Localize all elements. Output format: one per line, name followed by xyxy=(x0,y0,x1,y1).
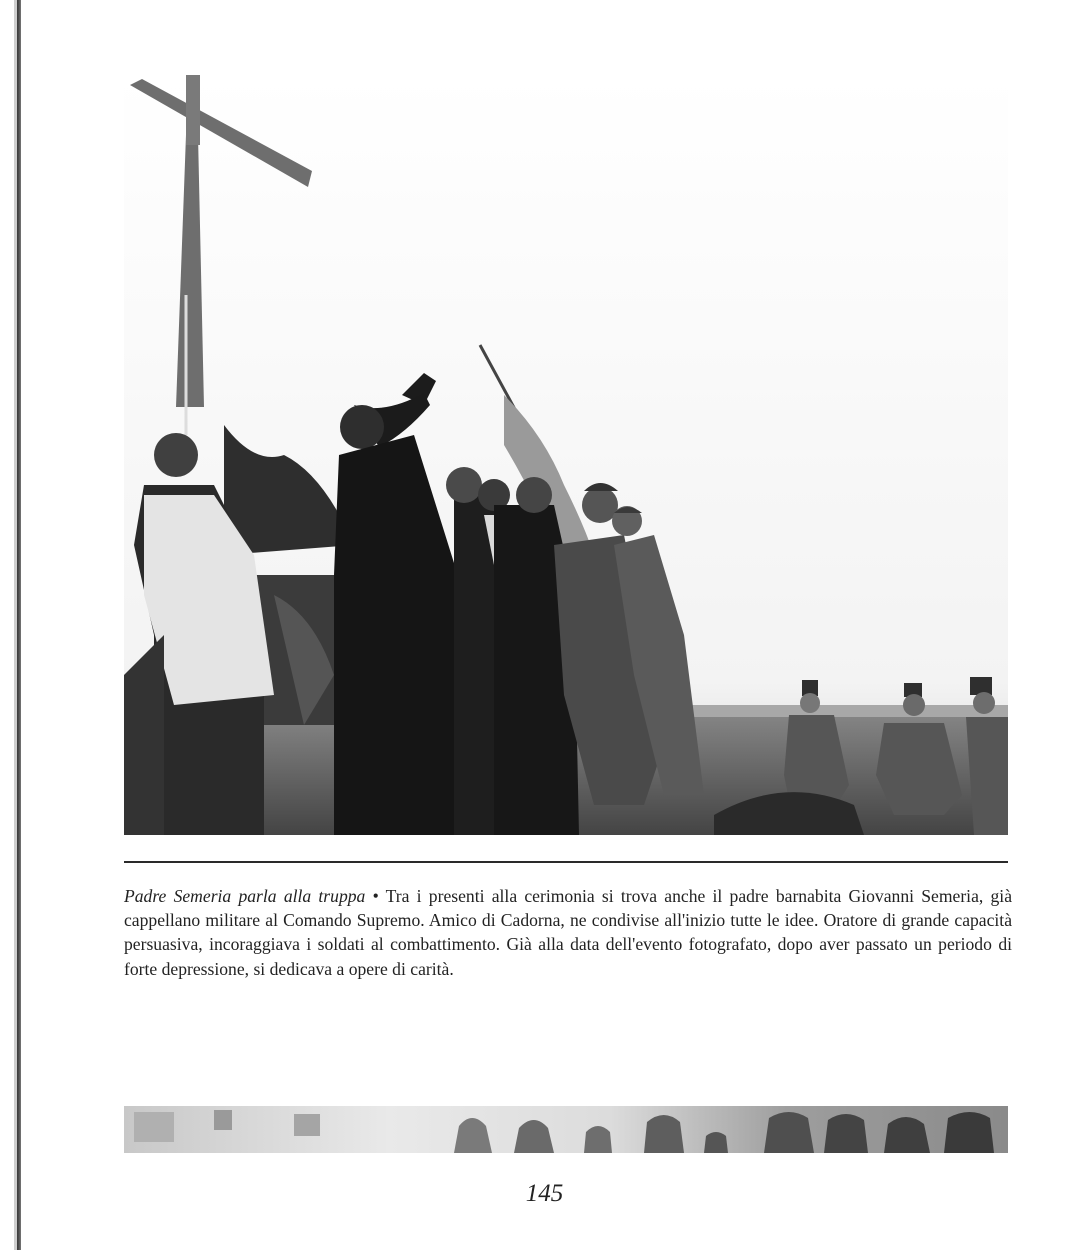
page-number: 145 xyxy=(525,1180,564,1207)
book-spine-shadow xyxy=(14,0,21,1250)
main-photograph xyxy=(124,75,1008,835)
decorative-photo-strip xyxy=(124,1106,1008,1153)
photo-caption xyxy=(124,884,1012,981)
caption-separator: • xyxy=(365,886,386,906)
caption-text: Tra i presenti alla cerimonia si trova anche il padre barnabita Giovanni Semeria, già cappellano militare al Comando Supremo. Amico di Cadorna, ne condivise all'inizio tutte le idee. Oratore di grande capacità persuasiva, incoraggiava i soldati al combattimento. Già alla data dell'evento fotografato, dopo aver passato un periodo di forte depressione, si dedicava a opere di carità. xyxy=(124,886,1012,979)
caption-title: Padre Semeria parla alla truppa xyxy=(124,886,366,906)
caption-rule xyxy=(124,861,1008,863)
